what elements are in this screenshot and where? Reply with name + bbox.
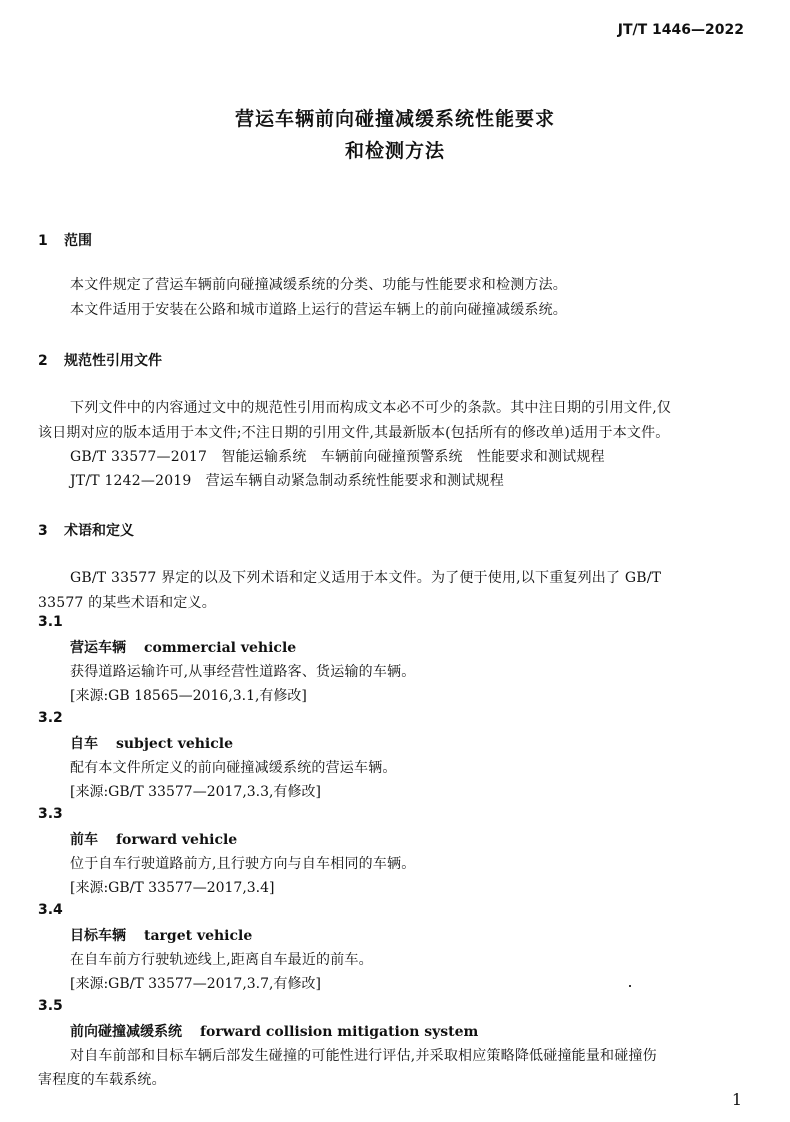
term-definition: 在自车前方行驶轨迹线上,距离自车最近的前车。 (70, 952, 373, 968)
term-definition: 配有本文件所定义的前向碰撞减缓系统的营运车辆。 (70, 760, 397, 776)
term-zh: 自车 (70, 736, 98, 752)
term-en: forward collision mitigation system (200, 1024, 479, 1040)
term-source: [来源:GB/T 33577—2017,3.3,有修改] (70, 784, 321, 800)
normative-reference: JT/T 1242—2019 营运车辆自动紧急制动系统性能要求和测试规程 (70, 473, 504, 489)
section-title: 规范性引用文件 (64, 353, 162, 369)
paragraph-line: 33577 的某些术语和定义。 (38, 595, 216, 611)
page-number: 1 (731, 1090, 742, 1109)
paragraph-line: 该日期对应的版本适用于本文件;不注日期的引用文件,其最新版本(包括所有的修改单)适用于本文件。 (38, 425, 670, 441)
term-source: [来源:GB/T 33577—2017,3.4] (70, 880, 275, 896)
term-entry (70, 1021, 478, 1041)
section-title: 范围 (64, 233, 92, 249)
section-3-heading (38, 520, 134, 540)
section-1-heading (38, 230, 92, 250)
term-entry (70, 733, 233, 753)
paragraph: 本文件规定了营运车辆前向碰撞减缓系统的分类、功能与性能要求和检测方法。 (70, 277, 567, 293)
clause-number: 3.4 (38, 902, 63, 918)
term-zh: 前车 (70, 832, 98, 848)
term-entry (70, 637, 296, 657)
term-definition-line: 害程度的车载系统。 (38, 1072, 166, 1088)
section-number: 2 (38, 353, 48, 369)
section-2-heading (38, 350, 162, 370)
term-entry (70, 829, 237, 849)
term-en: commercial vehicle (144, 640, 297, 656)
term-en: target vehicle (144, 928, 253, 944)
document-title-line2: 和检测方法 (344, 140, 445, 162)
paragraph-line: 下列文件中的内容通过文中的规范性引用而构成文本必不可少的条款。其中注日期的引用文件,仅 (70, 400, 672, 416)
paragraph: 本文件适用于安装在公路和城市道路上运行的营运车辆上的前向碰撞减缓系统。 (70, 302, 567, 318)
term-definition: 获得道路运输许可,从事经营性道路客、货运输的车辆。 (70, 664, 416, 680)
term-source: [来源:GB/T 33577—2017,3.7,有修改] (70, 976, 321, 992)
section-number: 3 (38, 523, 48, 539)
term-definition: 位于自车行驶道路前方,且行驶方向与自车相同的车辆。 (70, 856, 416, 872)
term-source: [来源:GB 18565—2016,3.1,有修改] (70, 688, 307, 704)
clause-number: 3.5 (38, 998, 63, 1014)
term-en: forward vehicle (116, 832, 238, 848)
section-number: 1 (38, 233, 48, 249)
normative-reference: GB/T 33577—2017 智能运输系统 车辆前向碰撞预警系统 性能要求和测试规程 (70, 449, 605, 465)
speck-mark (629, 985, 631, 987)
clause-number: 3.2 (38, 710, 63, 726)
term-zh: 目标车辆 (70, 928, 126, 944)
term-definition-line: 对自车前部和目标车辆后部发生碰撞的可能性进行评估,并采取相应策略降低碰撞能量和碰撞伤 (70, 1048, 657, 1064)
section-title: 术语和定义 (64, 523, 134, 539)
term-entry (70, 925, 252, 945)
term-en: subject vehicle (116, 736, 233, 752)
document-title-line1: 营运车辆前向碰撞减缓系统性能要求 (234, 108, 555, 130)
term-zh: 营运车辆 (70, 640, 126, 656)
paragraph-line: GB/T 33577 界定的以及下列术语和定义适用于本文件。为了便于使用,以下重复列出了 GB/T (70, 570, 662, 586)
clause-number: 3.3 (38, 806, 63, 822)
clause-number: 3.1 (38, 614, 63, 630)
term-zh: 前向碰撞减缓系统 (70, 1024, 182, 1040)
standard-code: JT/T 1446—2022 (617, 22, 744, 38)
